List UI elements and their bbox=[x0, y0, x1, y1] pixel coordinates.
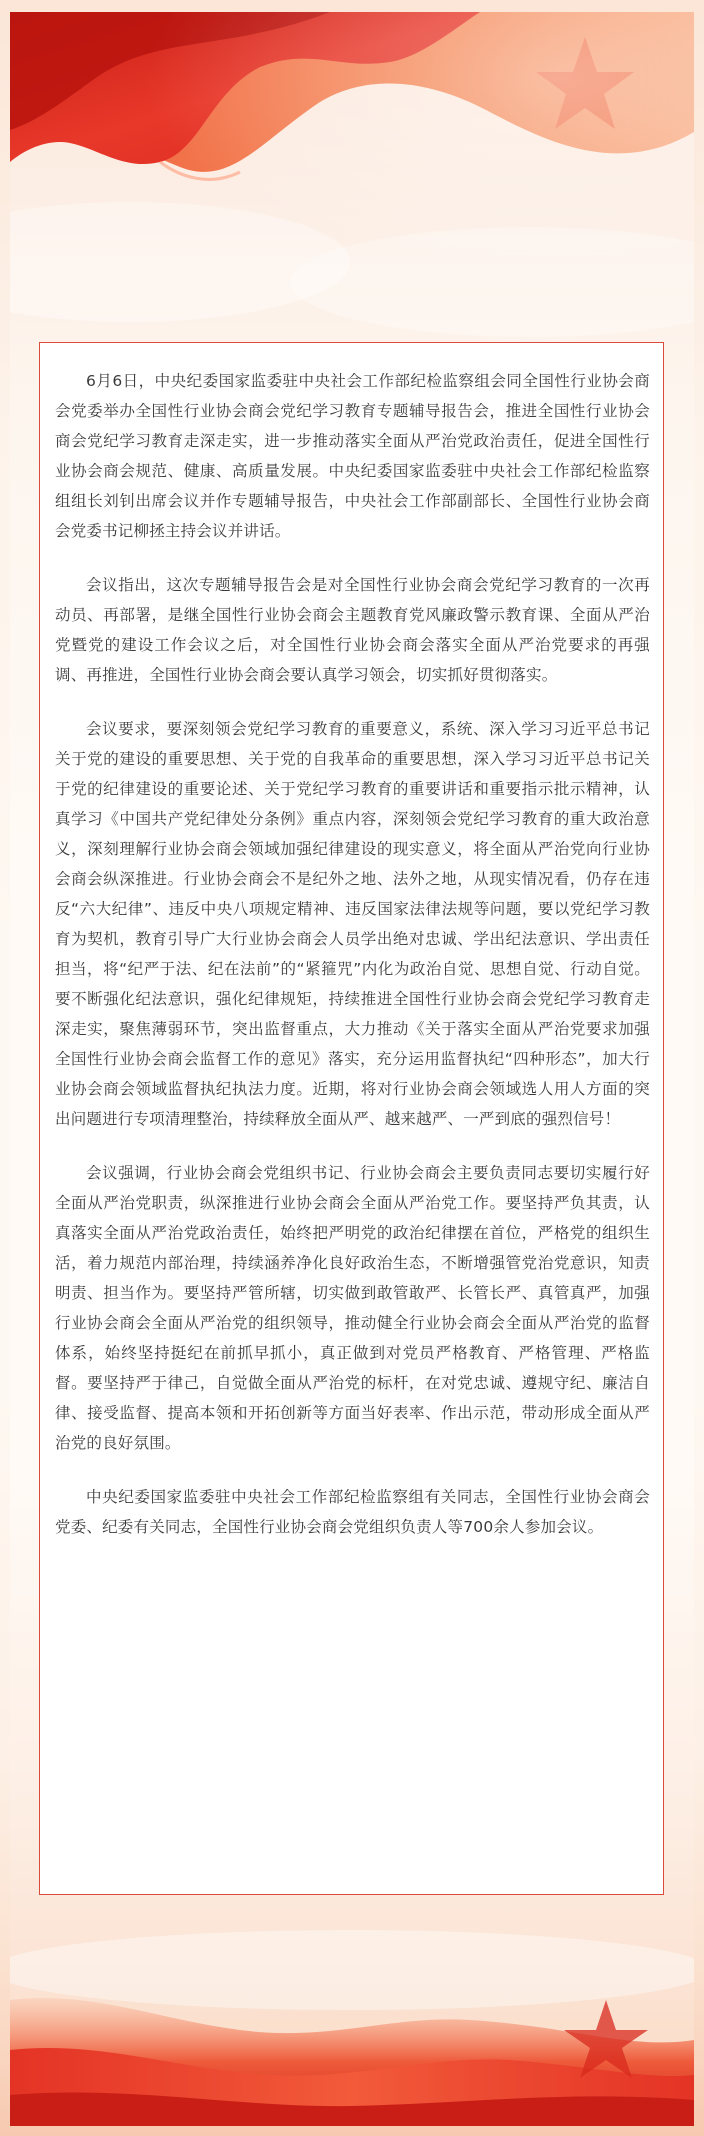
paragraph: 6月6日，中央纪委国家监委驻中央社会工作部纪检监察组会同全国性行业协会商会党委举办全国性行业协会商会党纪学习教育专题辅导报告会，推进全国性行业协会商会党纪学习教育走深走实，进一步推动落实全面从严治党政治责任，促进全国性行业协会商会规范、健康、高质量发展。中央纪委国家监委驻中央社会工作部纪检监察组组长刘钊出席会议并作专题辅导报告，中央社会工作部副部长、全国性行业协会商会党委书记柳拯主持会议并讲话。 bbox=[55, 372, 650, 540]
paragraph: 会议强调，行业协会商会党组织书记、行业协会商会主要负责同志要切实履行好全面从严治党职责，纵深推进行业协会商会全面从严治党工作。要坚持严负其责，认真落实全面从严治党政治责任，始终把严明党的政治纪律摆在首位，严格党的组织生活，着力规范内部治理，持续涵养净化良好政治生态，不断增强管党治党意识，知责明责、担当作为。要坚持严管所辖，切实做到敢管敢严、长管长严、真管真严，加强行业协会商会全面从严治党的组织领导，推动健全行业协会商会全面从严治党的监督体系，始终坚持挺纪在前抓早抓小，真正做到对党员严格教育、严格管理、严格监督。要坚持严于律己，自觉做全面从严治党的标杆，在对党忠诚、遵规守纪、廉洁自律、接受监督、提高本领和开拓创新等方面当好表率、作出示范，带动形成全面从严治党的良好氛围。 bbox=[55, 1164, 650, 1452]
article-body bbox=[55, 342, 650, 1566]
paragraph: 会议指出，这次专题辅导报告会是对全国性行业协会商会党纪学习教育的一次再动员、再部署，是继全国性行业协会商会主题教育党风廉政警示教育课、全面从严治党暨党的建设工作会议之后，对全国性行业协会商会落实全面从严治党要求的再强调、再推进，全国性行业协会商会要认真学习领会，切实抓好贯彻落实。 bbox=[55, 576, 650, 684]
bottom-flag-banner bbox=[10, 1930, 694, 2126]
top-flag-banner bbox=[10, 12, 694, 342]
red-flag-icon bbox=[10, 1930, 694, 2126]
red-flag-icon bbox=[10, 12, 694, 342]
paragraph: 中央纪委国家监委驻中央社会工作部纪检监察组有关同志，全国性行业协会商会党委、纪委有关同志，全国性行业协会商会党组织负责人等700余人参加会议。 bbox=[55, 1488, 650, 1536]
paragraph: 会议要求，要深刻领会党纪学习教育的重要意义，系统、深入学习习近平总书记关于党的建设的重要思想、关于党的自我革命的重要思想，深入学习习近平总书记关于党的纪律建设的重要论述、关于党纪学习教育的重要讲话和重要指示批示精神，认真学习《中国共产党纪律处分条例》重点内容，深刻领会党纪学习教育的重大政治意义，深刻理解行业协会商会领域加强纪律建设的现实意义，将全面从严治党向行业协会商会纵深推进。行业协会商会不是纪外之地、法外之地，从现实情况看，仍存在违反“六大纪律”、违反中央八项规定精神、违反国家法律法规等问题，要以党纪学习教育为契机，教育引导广大行业协会商会人员学出绝对忠诚、学出纪法意识、学出责任担当，将“纪严于法、纪在法前”的“紧箍咒”内化为政治自觉、思想自觉、行动自觉。要不断强化纪法意识，强化纪律规矩，持续推进全国性行业协会商会党纪学习教育走深走实，聚焦薄弱环节，突出监督重点，大力推动《关于落实全面从严治党要求加强全国性行业协会商会监督工作的意见》落实，充分运用监督执纪“四种形态”，加大行业协会商会领域监督执纪执法力度。近期，将对行业协会商会领域选人用人方面的突出问题进行专项清理整治，持续释放全面从严、越来越严、一严到底的强烈信号！ bbox=[55, 720, 650, 1128]
